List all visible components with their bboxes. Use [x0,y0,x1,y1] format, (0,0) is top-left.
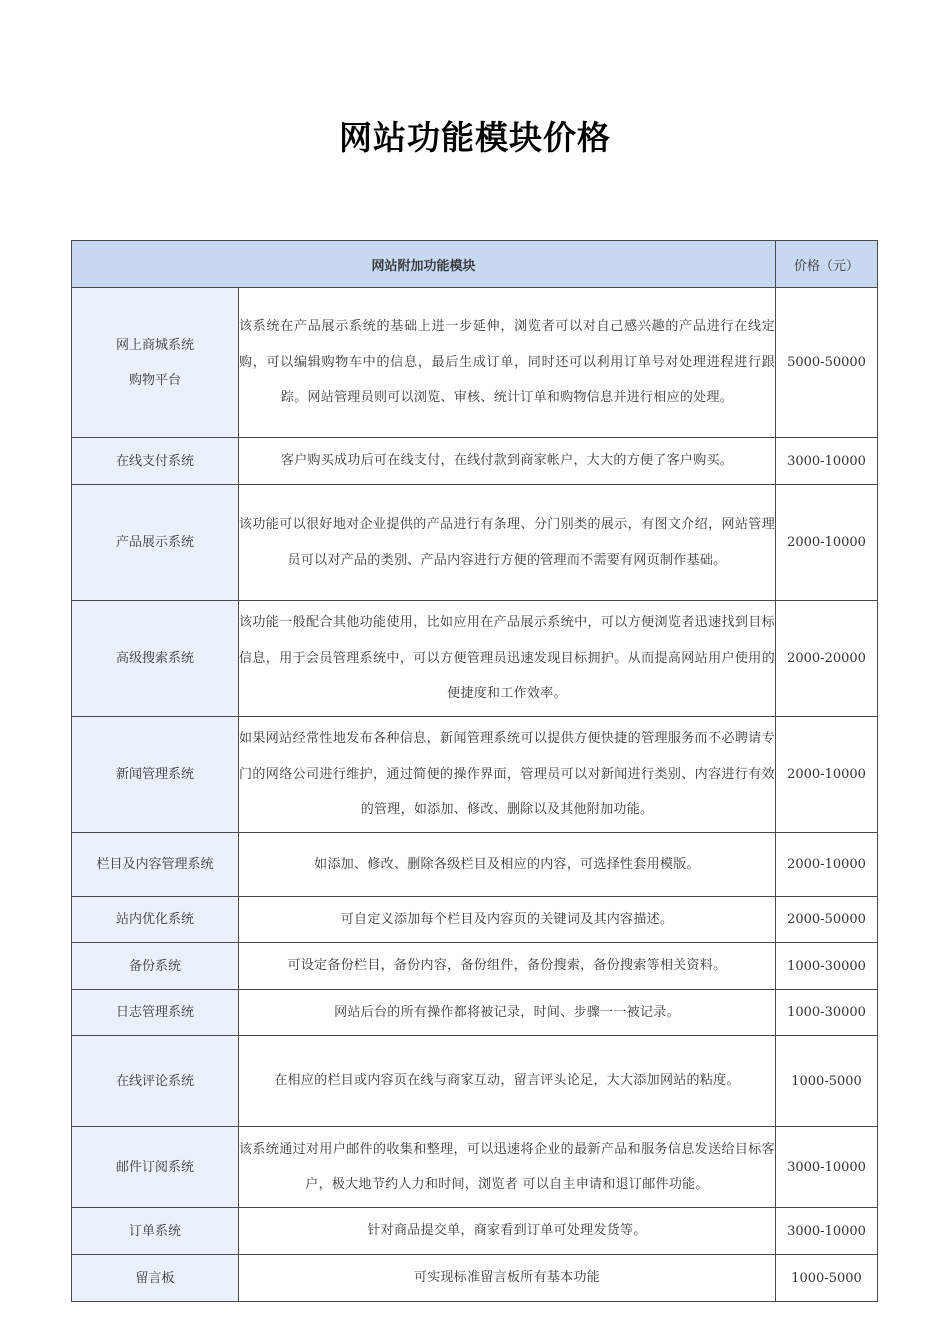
module-price: 2000-10000 [776,833,878,897]
header-price: 价格（元） [776,241,878,288]
module-description: 客户购买成功后可在线支付，在线付款到商家帐户，大大的方便了客户购买。 [239,438,776,485]
module-name: 网上商城系统 [115,337,194,353]
header-feature-module: 网站附加功能模块 [72,241,776,288]
module-description: 如果网站经常性地发布各种信息，新闻管理系统可以提供方便快捷的管理服务而不必聘请专门的网络公司进行维护，通过简便的操作界面，管理员可以对新闻进行类别、内容进行有效的管理，如添加、修改、删除以及其他附加功能。 [239,717,776,833]
table-row [72,288,878,438]
module-name: 在线评论系统 [72,1036,239,1127]
table-row [72,485,878,601]
module-description: 针对商品提交单，商家看到订单可处理发货等。 [239,1208,776,1255]
module-price: 1000-30000 [776,990,878,1036]
module-price: 2000-20000 [776,601,878,717]
module-description: 该系统在产品展示系统的基础上进一步延伸，浏览者可以对自己感兴趣的产品进行在线定购，可以编辑购物车中的信息，最后生成订单，同时还可以利用订单号对处理进程进行跟踪。网站管理员则可以浏览、审核、统计订单和购物信息并进行相应的处理。 [239,288,776,438]
module-price: 2000-10000 [776,717,878,833]
module-price: 1000-5000 [776,1255,878,1302]
module-name: 新闻管理系统 [72,717,239,833]
module-description: 可自定义添加每个栏目及内容页的关键词及其内容描述。 [239,897,776,943]
page-title: 网站功能模块价格 [339,118,611,157]
table-header-row [72,241,878,288]
table-row [72,601,878,717]
module-price: 2000-10000 [776,485,878,601]
module-name: 邮件订阅系统 [72,1127,239,1208]
module-price: 5000-50000 [776,288,878,438]
module-description: 在相应的栏目或内容页在线与商家互动，留言评头论足，大大添加网站的粘度。 [239,1036,776,1127]
module-price: 2000-50000 [776,897,878,943]
table-row [72,438,878,485]
table-row [72,717,878,833]
module-description: 该功能一般配合其他功能使用，比如应用在产品展示系统中，可以方便浏览者迅速找到目标信息，用于会员管理系统中，可以方便管理员迅速发现目标拥护。从而提高网站用户使用的便捷度和工作效率。 [239,601,776,717]
module-description: 该系统通过对用户邮件的收集和整理，可以迅速将企业的最新产品和服务信息发送给目标客户，极大地节约人力和时间，浏览者 可以自主申请和退订邮件功能。 [239,1127,776,1208]
table-row [72,990,878,1036]
table-row [72,833,878,897]
module-name: 备份系统 [72,943,239,990]
module-description: 可设定备份栏目，备份内容，备份组件，备份搜索，备份搜索等相关资料。 [239,943,776,990]
module-name: 日志管理系统 [72,990,239,1036]
module-name: 站内优化系统 [72,897,239,943]
module-description: 网站后台的所有操作都将被记录，时间、步骤一一被记录。 [239,990,776,1036]
module-name: 高级搜索系统 [72,601,239,717]
module-price: 1000-5000 [776,1036,878,1127]
module-name-subtitle: 购物平台 [128,372,181,388]
module-name: 栏目及内容管理系统 [72,833,239,897]
table-row [72,897,878,943]
module-description: 可实现标准留言板所有基本功能 [239,1255,776,1302]
module-name: 留言板 [72,1255,239,1302]
table-row [72,1127,878,1208]
module-description: 如添加、修改、删除各级栏目及相应的内容，可选择性套用模版。 [239,833,776,897]
table-row [72,1255,878,1302]
module-price: 3000-10000 [776,438,878,485]
table-row [72,1208,878,1255]
module-price: 3000-10000 [776,1208,878,1255]
module-name: 订单系统 [72,1208,239,1255]
module-price: 3000-10000 [776,1127,878,1208]
module-description: 该功能可以很好地对企业提供的产品进行有条理、分门别类的展示，有图文介绍，网站管理员可以对产品的类别、产品内容进行方便的管理而不需要有网页制作基础。 [239,485,776,601]
module-name: 在线支付系统 [72,438,239,485]
module-price: 1000-30000 [776,943,878,990]
module-name-cell [72,288,239,438]
module-name: 产品展示系统 [72,485,239,601]
price-table [71,240,878,1302]
table-row [72,1036,878,1127]
table-row [72,943,878,990]
